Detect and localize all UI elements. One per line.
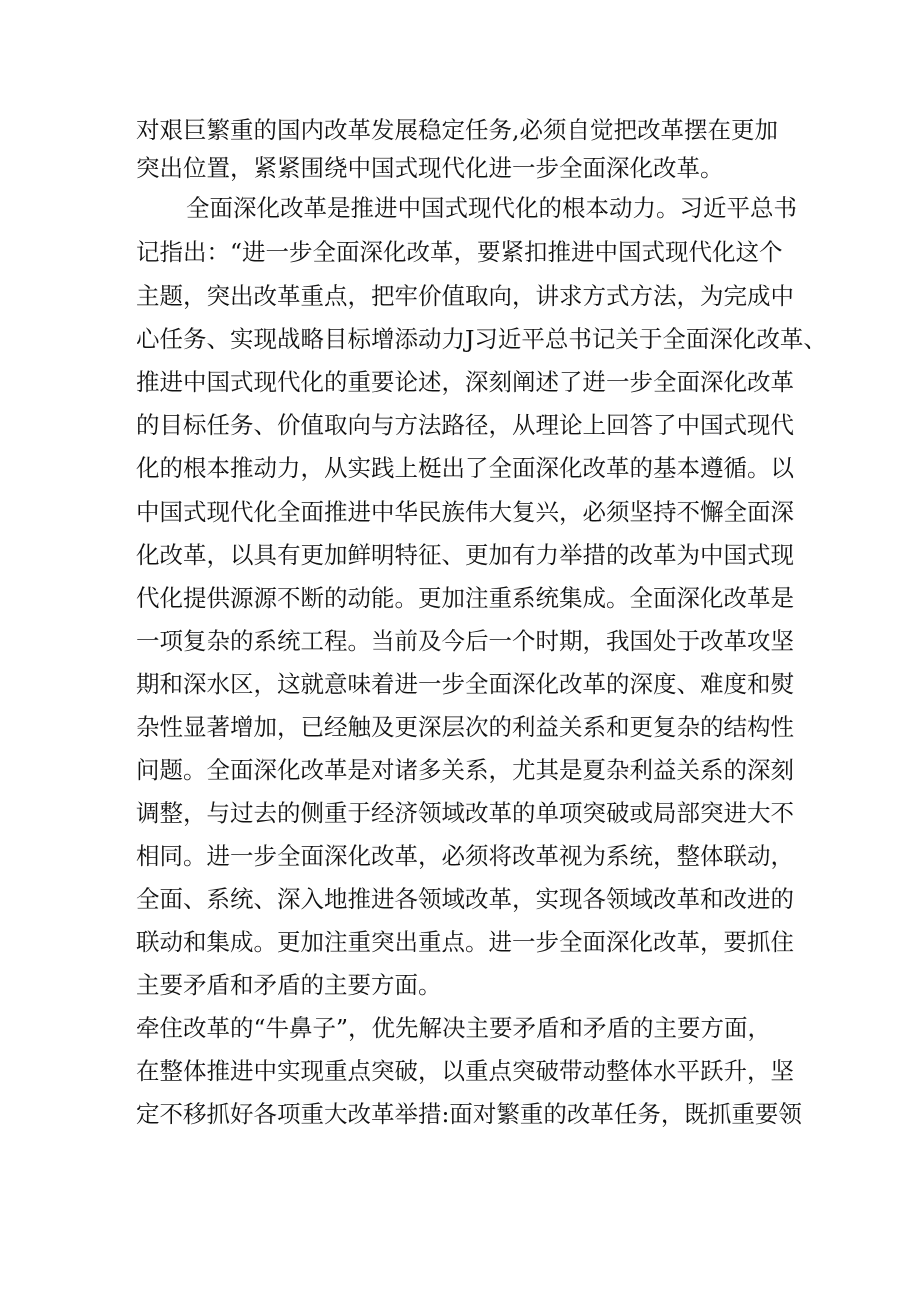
text-line: 一项复杂的系统工程。当前及今后一个时期，我国处于改革攻坚 xyxy=(136,627,794,655)
text-line: 推进中国式现代化的重要论述，深刻阐述了逬一步全面深化改革 xyxy=(136,368,794,396)
text-line: 调整，与过去的侧重于经济领域改革的单项突破或局部突进大不 xyxy=(136,799,794,827)
text-line: 突出位置，紧紧围绕中国式现代化进一步全面深化改革。 xyxy=(136,154,724,182)
text-line: 的目标任务、价值取向与方法路径，从理论上回答了中国式现代 xyxy=(136,411,794,439)
text-line: 牵住改革的“牛鼻子”，优先解决主要矛盾和矛盾的主要方面， xyxy=(136,1014,772,1042)
text-line: 代化提供源源不断的动能。更加注重系统集成。全面深化改革是 xyxy=(136,584,794,612)
text-line: 主要矛盾和矛盾的主要方面。 xyxy=(136,971,442,999)
text-line: 主题，突出改革重点，把牢价值取向，讲求方式方法，为完成中 xyxy=(136,282,794,310)
text-line: 记指出：“进一步全面深化改革，要紧扣推进中国式现代化这个 xyxy=(136,238,783,266)
text-line: 在整体推进中实现重点突破，以重点突破带动整体水平跃升，坚 xyxy=(136,1057,794,1085)
text-line: 联动和集成。更加注重突出重点。进一步全面深化改革，要抓住 xyxy=(136,928,794,956)
text-line: 心任务、实现战略目标增添动力J习近平总书记关于全面深化改革、 xyxy=(136,325,827,353)
text-line: 杂性显著增加，已经触及更深层次的利益关系和更复杂的结构性 xyxy=(136,713,794,741)
text-line: 定不移抓好各项重大改革举措:面对繁重的改革任务，既抓重要领 xyxy=(136,1100,802,1128)
text-line: 相同。进一步全面深化改革，必须将改革视为系统，整体联动， xyxy=(136,842,794,870)
text-line: 全面、系统、深入地推进各领域改革，实现各领域改革和改进的 xyxy=(136,885,794,913)
text-line: 期和深水区，这就意味着进一步全面深化改革的深度、难度和熨 xyxy=(136,670,794,698)
text-line: 中国式现代化全面推进中华民族伟大复兴，必须坚持不懈全面深 xyxy=(136,498,794,526)
text-line: 对艰巨繁重的国内改革发展稳定任务,必须自觉把改革摆在更加 xyxy=(136,116,778,144)
text-line: 化改革，以具有更加鲜明特征、更加有力举措的改革为中国式现 xyxy=(136,541,794,569)
text-line: 全面深化改革是推进中国式现代化的根本动力。习近平总书 xyxy=(186,194,797,222)
text-line: 化的根本推动力，从实践上梃出了全面深化改革的基本遵循。以 xyxy=(136,454,794,482)
text-line: 问题。全面深化改革是对诸多关系，尤其是夏杂利益关系的深刻 xyxy=(136,756,794,784)
